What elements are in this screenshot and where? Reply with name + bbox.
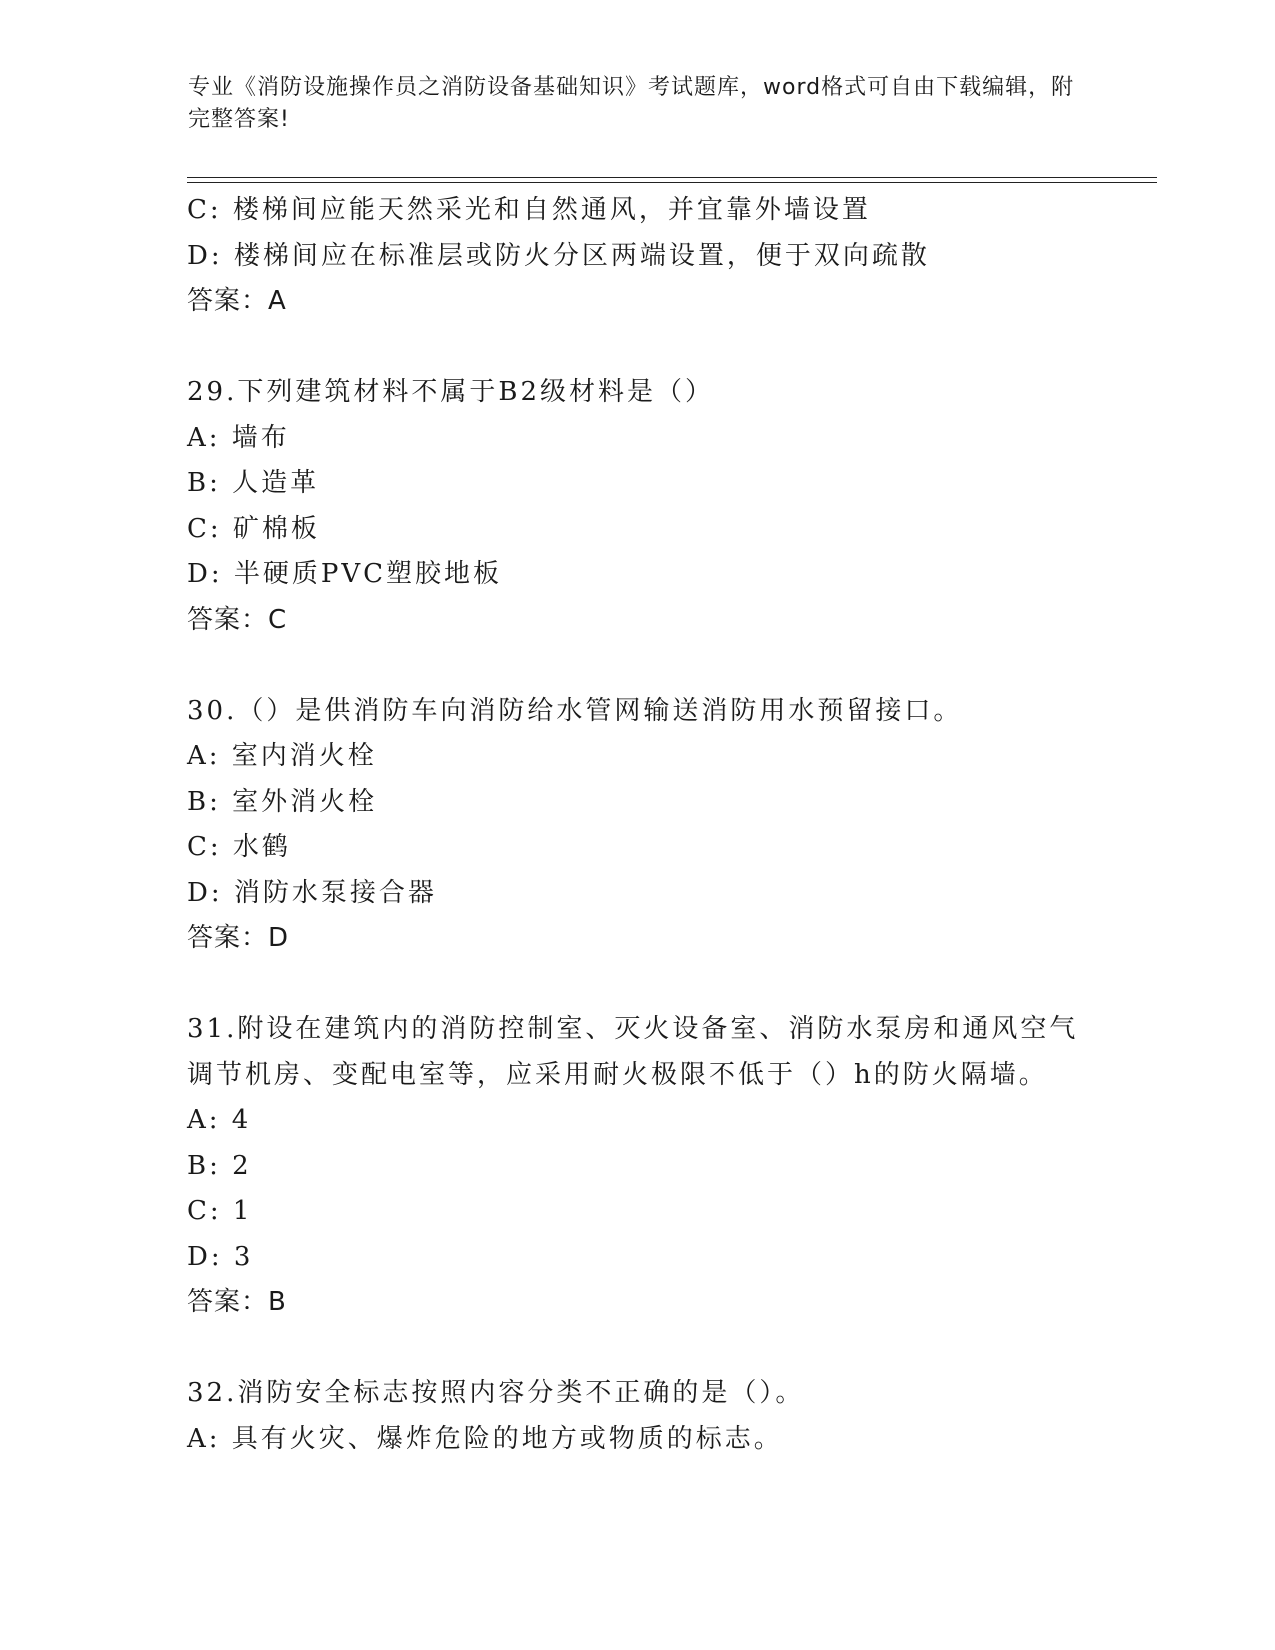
option-d: D: 楼梯间应在标准层或防火分区两端设置，便于双向疏散 (187, 240, 930, 271)
question-stem-line-1: 31.附设在建筑内的消防控制室、灭火设备室、消防水泵房和通风空气 (187, 1014, 1079, 1044)
answer-label: 答案：D (187, 923, 290, 953)
option-d: D: 半硬质PVC塑胶地板 (187, 559, 503, 589)
question-stem: 29.下列建筑材料不属于B2级材料是（） (187, 377, 714, 407)
option-a: A: 具有火灾、爆炸危险的地方或物质的标志。 (187, 1423, 783, 1454)
option-b: B: 2 (187, 1150, 252, 1181)
option-d: D: 3 (187, 1241, 254, 1272)
option-b: B: 室外消火栓 (187, 786, 378, 817)
option-a: A: 4 (187, 1105, 252, 1135)
answer-label: 答案：A (187, 286, 287, 316)
answer-label: 答案：B (187, 1287, 287, 1317)
answer-label: 答案：C (187, 604, 288, 635)
spacer (187, 1326, 1137, 1372)
option-c: C: 水鹤 (187, 832, 291, 862)
option-a: A: 室内消火栓 (187, 741, 377, 771)
question-stem: 30.（）是供消防车向消防给水管网输送消防用水预留接口。 (187, 695, 963, 726)
question-list (187, 188, 1137, 1462)
option-d: D: 消防水泵接合器 (187, 877, 437, 908)
header-rule-top (187, 177, 1157, 178)
spacer (187, 962, 1137, 1008)
option-c: C: 楼梯间应能天然采光和自然通风，并宜靠外墙设置 (187, 195, 871, 225)
header-rule-bottom (187, 182, 1157, 183)
question-stem-line-2: 调节机房、变配电室等，应采用耐火极限不低于（）h的防火隔墙。 (187, 1059, 1048, 1090)
option-c: C: 矿棉板 (187, 513, 320, 544)
question-stem: 32.消防安全标志按照内容分类不正确的是（）。 (187, 1378, 805, 1408)
spacer (187, 325, 1137, 371)
document-header: 专业《消防设施操作员之消防设备基础知识》考试题库，word格式可自由下载编辑，附完整答案! (188, 75, 1075, 132)
option-b: B: 人造革 (187, 468, 320, 498)
option-c: C: 1 (187, 1196, 253, 1226)
spacer (187, 643, 1137, 689)
option-a: A: 墙布 (187, 422, 290, 453)
